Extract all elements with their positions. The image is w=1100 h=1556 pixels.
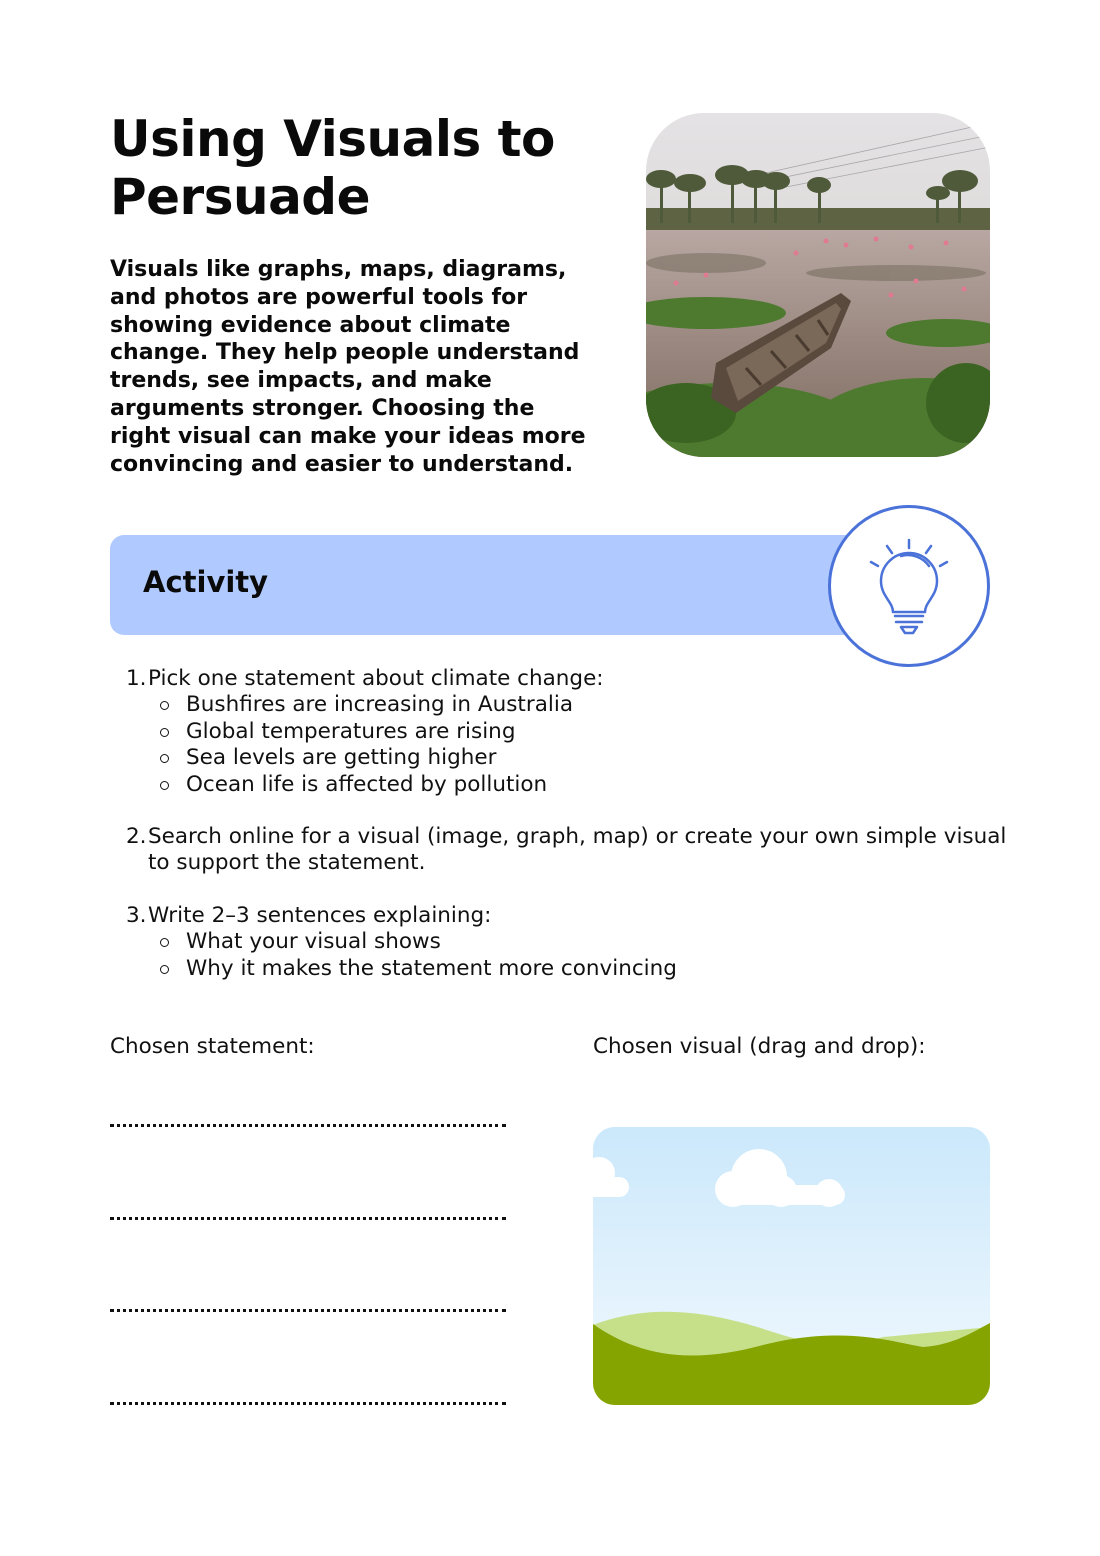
chosen-visual-label: Chosen visual (drag and drop): xyxy=(593,1034,926,1059)
lightbulb-badge xyxy=(828,505,990,667)
statement-writing-line[interactable] xyxy=(110,1124,506,1127)
statement-writing-line[interactable] xyxy=(110,1309,506,1312)
statement-option: Sea levels are getting higher xyxy=(148,745,1010,771)
lightbulb-icon xyxy=(831,508,987,664)
step-1 xyxy=(110,666,1010,798)
page-title: Using Visuals to Persuade xyxy=(110,110,555,226)
explanation-points xyxy=(148,929,1010,982)
explanation-point: Why it makes the statement more convincing xyxy=(148,956,1010,982)
statement-options xyxy=(148,692,1010,798)
activity-heading: Activity xyxy=(143,565,269,599)
intro-paragraph: Visuals like graphs, maps, diagrams, and photos are powerful tools for showing evidence about climate change. They help people understand trends, see impacts, and make arguments stronger. Choosing the right visual can make your ideas more convincing and easier to understand. xyxy=(110,257,586,477)
statement-option: Ocean life is affected by pollution xyxy=(148,772,1010,798)
step-number: 3. xyxy=(126,902,147,928)
chosen-statement-label: Chosen statement: xyxy=(110,1034,315,1059)
activity-steps xyxy=(110,666,1010,1008)
step-text: Write 2–3 sentences explaining: xyxy=(148,902,492,928)
statement-writing-line[interactable] xyxy=(110,1217,506,1220)
explanation-point: What your visual shows xyxy=(148,929,1010,955)
step-number: 1. xyxy=(126,666,147,691)
step-2 xyxy=(110,824,1010,877)
visual-drop-zone[interactable] xyxy=(593,1127,990,1405)
image-placeholder-icon xyxy=(593,1127,990,1405)
statement-option: Global temperatures are rising xyxy=(148,719,1010,745)
statement-option: Bushfires are increasing in Australia xyxy=(148,692,1010,718)
wetland-boat-photo xyxy=(646,113,990,457)
statement-writing-line[interactable] xyxy=(110,1402,506,1405)
step-text: Pick one statement about climate change: xyxy=(148,666,604,691)
step-text: Search online for a visual (image, graph, map) or create your own simple visual to support the statement. xyxy=(148,824,1007,876)
step-number: 2. xyxy=(126,824,147,850)
step-3 xyxy=(110,903,1010,982)
